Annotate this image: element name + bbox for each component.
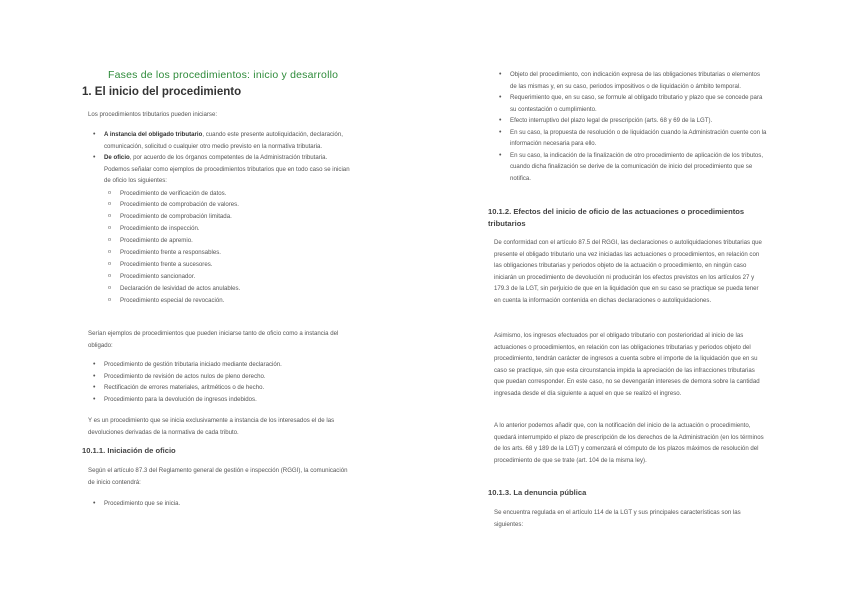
denuncia-text: Se encuentra regulada en el artículo 114 de la LGT y sus principales características son las siguientes:: [494, 509, 741, 528]
list-item: o Procedimiento sancionador.: [108, 271, 352, 283]
list-item: o Procedimiento frente a sucesores.: [108, 259, 352, 271]
list-item: o Procedimiento de apremio.: [108, 235, 352, 247]
list-item: o Declaración de lesividad de actos anulables.: [108, 283, 352, 295]
efectos-paragraph-2: Asimismo, los ingresos efectuados por el obligado tributario con posterioridad al inicio de las actuaciones o procedimientos, en relación con las obligaciones tributarias y periodos objeto del procedimiento, tendrán carácter de ingresos a cuenta sobre el importe de la liquidación que en su caso se practique, sin que esta circunstancia impida la apreciación de las infracciones tributarias que puedan corresponder. En este caso, no se devengarán intereses de demora sobre la cantidad ingresada desde el día siguiente a aquel en que se realizó el ingreso.: [494, 332, 760, 397]
efectos-paragraph-1: De conformidad con el artículo 87.5 del RGGI, las declaraciones o autoliquidaciones tributarias que presente el obligado tributario una vez iniciadas las actuaciones o procedimientos, en relación con las obligaciones tributarias y periodos objeto de la actuación o procedimiento, en ningún caso iniciarán un procedimiento de devolución ni producirán los efectos previstos en los artículos 27 y 179.3 de la LGT, sin perjuicio de que en la liquidación que en su caso se practique se pueda tener en cuenta la información contenida en dichas declaraciones o autoliquidaciones.: [494, 239, 762, 304]
list-item: o Procedimiento de inspección.: [108, 223, 352, 235]
rggi-text: Según el artículo 87.3 del Reglamento general de gestión e inspección (RGGI), la comunicación de inicio contendrá:: [88, 467, 348, 486]
list-item: o Procedimiento de verificación de datos.: [108, 188, 352, 200]
list-item: • Procedimiento para la devolución de ingresos indebidos.: [90, 394, 352, 406]
list-item: • Rectificación de errores materiales, aritméticos o de hecho.: [90, 382, 352, 394]
list-item: o Procedimiento frente a responsables.: [108, 247, 352, 259]
list-item: • En su caso, la propuesta de resolución o de liquidación cuando la Administración cuente con la información necesaria para ello.: [496, 127, 768, 150]
rggi-list-left: [90, 498, 352, 510]
page-title: Fases de los procedimientos: inicio y desarrollo: [108, 69, 339, 81]
efectos-paragraph-3: A lo anterior podemos añadir que, con la notificación del inicio de la actuación o procedimiento, quedará interrumpido el plazo de prescripción de los derechos de la Administración (en los términos de los arts. 68 y 189 de la LGT) y comenzará el cómputo de los plazos máximos de resolución del procedimiento de que se trate (art. 104 de la misma ley).: [494, 422, 764, 464]
list-item: • A instancia del obligado tributario, cuando este presente autoliquidación, declaración, comunicación, solicitud o cualquier otro medio previsto en la normativa tributaria.: [90, 129, 352, 152]
list-item: • Procedimiento que se inicia.: [90, 498, 352, 510]
list-item: • Objeto del procedimiento, con indicación expresa de las obligaciones tributarias o elementos de las mismas y, en su caso, periodos impositivos o de liquidación o ámbito temporal.: [496, 69, 768, 92]
instancia-text: Y es un procedimiento que se inicia exclusivamente a instancia de los interesados el de las devoluciones derivadas de la normativa de cada tributo.: [88, 417, 335, 436]
list-item: o Procedimiento de comprobación de valores.: [108, 199, 352, 211]
list-item: • Requerimiento que, en su caso, se formule al obligado tributario y plazo que se concede para su contestación o cumplimiento.: [496, 92, 768, 115]
list-item: o Procedimiento de comprobación limitada.: [108, 211, 352, 223]
oficio-list: [104, 188, 352, 307]
subsection-heading: 10.1.2. Efectos del inicio de oficio de las actuaciones o procedimientos tributarios: [488, 207, 745, 228]
both-intro-text: Serían ejemplos de procedimientos que pueden iniciarse tanto de oficio como a instancia del obligado:: [88, 330, 339, 349]
list-item: • Procedimiento de gestión tributaria iniciado mediante declaración.: [90, 359, 352, 371]
subsection-heading: 10.1.1. Iniciación de oficio: [82, 446, 176, 455]
list-item: • Efecto interruptivo del plazo legal de prescripción (arts. 68 y 69 de la LGT).: [496, 115, 768, 127]
both-list: [90, 359, 352, 405]
list-item: o Procedimiento especial de revocación.: [108, 295, 352, 307]
rggi-list-right: [496, 69, 768, 184]
list-item: • Procedimiento de revisión de actos nulos de pleno derecho.: [90, 371, 352, 383]
start-list: [90, 129, 352, 307]
subsection-heading: 10.1.3. La denuncia pública: [488, 488, 587, 497]
list-item: • En su caso, la indicación de la finalización de otro procedimiento de aplicación de los tributos, cuando dicha finalización se derive de la comunicación de inicio del procedimiento que se notifica.: [496, 150, 768, 185]
intro-text: Los procedimientos tributarios pueden iniciarse:: [88, 111, 218, 118]
list-item: • De oficio, por acuerdo de los órganos competentes de la Administración tributaria. Podemos señalar como ejemplos de procedimientos tributarios que en todo caso se inician de oficio los siguientes: o Procedimiento de verificación de datos. o Procedimiento de comprobación de valores. o Procedimiento de comprobación limitada. o Procedimiento de inspección. o Procedimiento de apremio. o Procedimiento frente a responsables. o Procedimiento frente a sucesores. o Procedimiento sancionador. o Declaración de lesividad de actos anulables. o Procedimiento especial de revocación.: [90, 152, 352, 307]
section-heading: 1. El inicio del procedimiento: [82, 86, 242, 98]
